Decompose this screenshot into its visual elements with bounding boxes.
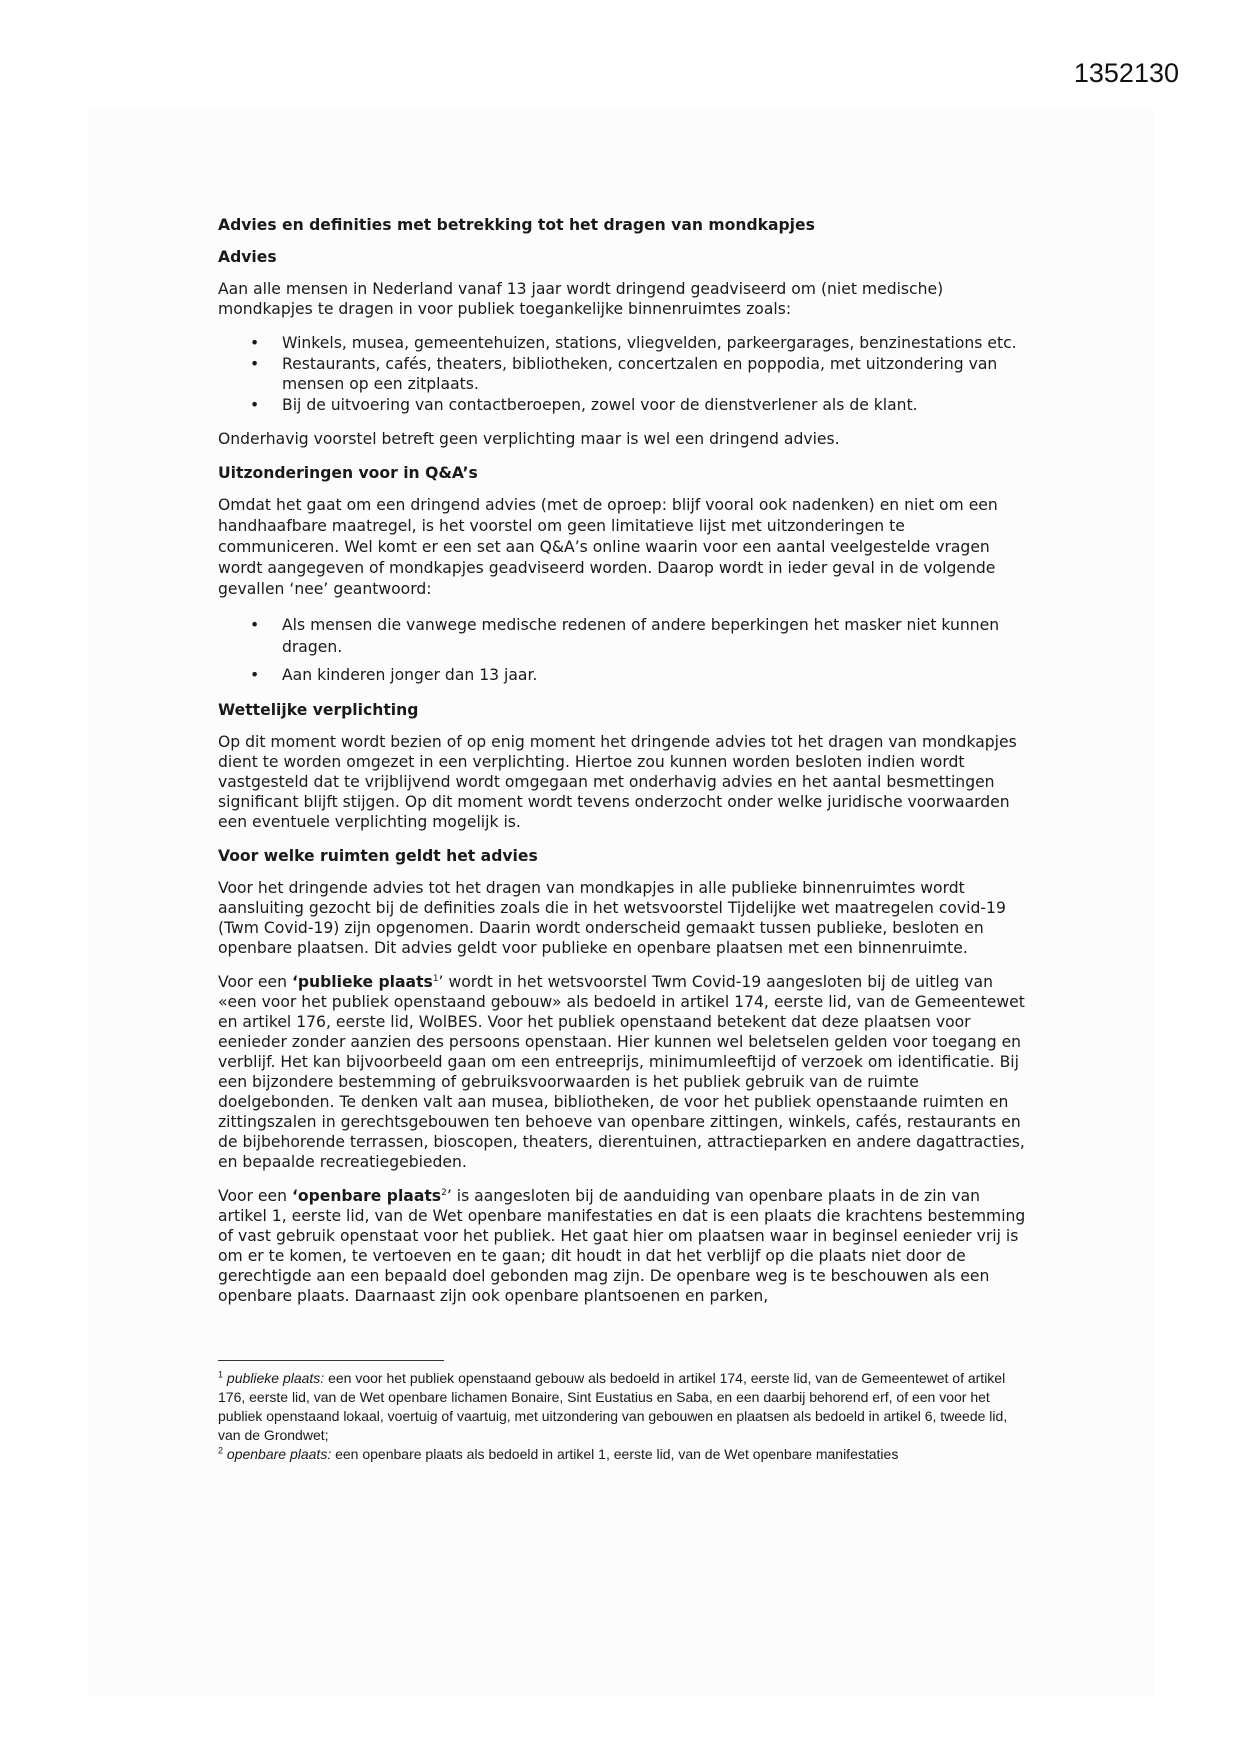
list-item-text: Bij de uitvoering van contactberoepen, zowel voor de dienstverlener als de klant. [282, 396, 918, 414]
footnote-number: 2 [218, 1445, 224, 1456]
bullet-icon: • [250, 355, 260, 373]
list-item [250, 614, 1028, 658]
list-item [250, 354, 1028, 394]
defined-term: ‘openbare plaats [291, 1187, 442, 1205]
bullet-icon: • [250, 334, 260, 352]
paragraph-text: ’ wordt in het wetsvoorstel Twm Covid-19 aangesloten bij de uitleg van «een voor het publiek openstaand gebouw» als bedoeld in artikel 174, eerste lid, van de Gemeentewet en artikel 176, eerste lid, WolBES. Voor het publiek openstaand betekent dat deze plaatsen voor eenieder zonder aanzien des persoons openstaan. Hier kunnen wel beletselen gelden voor toegang en verblijf. Het kan bijvoorbeeld gaan om een entreeprijs, minimumleeftijd of verzoek om identificatie. Bij een bijzondere bestemming of gebruiksvoorwaarden is het publiek gebruik van de ruimte doelgebonden. Te denken valt aan musea, bibliotheken, de voor het publiek openstaande ruimten en zittingszalen in gerechtsgebouwen ten behoeve van openbare zittingen, winkels, cafés, restaurants en de bijbehorende terrassen, bioscopen, theaters, dierentuinen, attractieparken en andere dagattracties, en bepaalde recreatiegebieden. [218, 973, 1025, 1171]
document-id: 1352130 [1073, 58, 1179, 88]
paragraph-text: Voor een [218, 973, 292, 991]
list-item [250, 664, 1028, 686]
verplichting-text: Op dit moment wordt bezien of op enig moment het dringende advies tot het dragen van mondkapjes dient te worden omgezet in een verplichting. Hiertoe zou kunnen worden besloten indien wordt vastgesteld dat te vrijblijvend wordt omgegaan met onderhavig advies en het aantal besmettingen significant blijft stijgen. Op dit moment wordt tevens onderzocht onder welke juridische voorwaarden een eventuele verplichting mogelijk is. [218, 733, 1017, 831]
advies-closing: Onderhavig voorstel betreft geen verplichting maar is wel een dringend advies. [218, 430, 840, 448]
footnote-ref: 1 [432, 973, 439, 984]
ruimten-paragraph-2 [218, 972, 1028, 1172]
footnote [218, 1369, 1018, 1445]
footnote-ref: 2 [441, 1187, 447, 1198]
bullet-icon: • [250, 666, 260, 684]
advies-list [218, 333, 1028, 415]
paragraph-text: ’ is aangesloten bij de aanduiding van openbare plaats in de zin van artikel 1, eerste lid, van de Wet openbare manifestaties en dat is een plaats die krachtens bestemming of vast gebruik openstaat voor het publiek. Het gaat hier om plaatsen waar in beginsel eenieder vrij is om er te komen, te vertoeven en te gaan; dit houdt in dat het verblijf op die plaats niet door de gerechtigde aan een bepaald doel gebonden mag zijn. De openbare weg is te beschouwen als een openbare plaats. Daarnaast zijn ook openbare plantsoenen en parken, [218, 1187, 1026, 1305]
bullet-icon: • [250, 396, 260, 414]
list-item-text: Aan kinderen jonger dan 13 jaar. [282, 666, 538, 684]
uitzonderingen-text: Omdat het gaat om een dringend advies (met de oproep: blijf vooral ook nadenken) en niet om een handhaafbare maatregel, is het voorstel om geen limitatieve lijst met uitzonderingen te communiceren. Wel komt er een set aan Q&A’s online waarin voor een aantal veelgestelde vragen wordt aangegeven of mondkapjes geadviseerd worden. Daarop wordt in ieder geval in de volgende gevallen ‘nee’ geantwoord: [218, 496, 998, 598]
list-item-text: Als mensen die vanwege medische redenen of andere beperkingen het masker niet kunnen dragen. [282, 616, 1000, 656]
footnotes [218, 1369, 1018, 1464]
list-item-text: Winkels, musea, gemeentehuizen, stations, vliegvelden, parkeergarages, benzinestations etc. [282, 334, 1017, 352]
document-title: Advies en definities met betrekking tot het dragen van mondkapjes [218, 216, 815, 234]
footnote-text: een voor het publiek openstaand gebouw als bedoeld in artikel 174, eerste lid, van de Gemeentewet of artikel 176, eerste lid, van de Wet openbare lichamen Bonaire, Sint Eustatius en Saba, en een daarbij behorend erf, of een voor het publiek openstaand lokaal, voertuig of vaartuig, met uitzondering van gebouwen en plaatsen als bedoeld in artikel 6, tweede lid, van de Grondwet; [218, 1370, 1008, 1443]
footnote-term: publieke plaats: [226, 1370, 325, 1386]
footnote-divider [218, 1360, 444, 1361]
section-heading-ruimten: Voor welke ruimten geldt het advies [218, 847, 538, 865]
ruimten-paragraph-1: Voor het dringende advies tot het dragen van mondkapjes in alle publieke binnenruimtes wordt aansluiting gezocht bij de definities zoals die in het wetsvoorstel Tijdelijke wet maatregelen covid-19 (Twm Covid-19) zijn opgenomen. Daarin wordt onderscheid gemaakt tussen publieke, besloten en openbare plaatsen. Dit advies geldt voor publieke en openbare plaatsen met een binnenruimte. [218, 879, 1006, 957]
list-item [250, 333, 1028, 353]
section-heading-advies: Advies [218, 248, 277, 266]
advies-intro: Aan alle mensen in Nederland vanaf 13 jaar wordt dringend geadviseerd om (niet medische) mondkapjes te dragen in voor publiek toegankelijke binnenruimtes zoals: [218, 280, 944, 318]
footnote-text: een openbare plaats als bedoeld in artikel 1, eerste lid, van de Wet openbare manifestaties [331, 1446, 899, 1462]
paragraph-text: Voor een [218, 1187, 292, 1205]
document-body [218, 215, 1028, 1320]
defined-term: ‘publieke plaats [291, 973, 433, 991]
list-item-text: Restaurants, cafés, theaters, bibliotheken, concertzalen en poppodia, met uitzondering van mensen op een zitplaats. [282, 355, 998, 393]
section-heading-uitzonderingen: Uitzonderingen voor in Q&A’s [218, 464, 478, 482]
ruimten-paragraph-3 [218, 1186, 1028, 1306]
bullet-icon: • [250, 616, 260, 634]
section-heading-verplichting: Wettelijke verplichting [218, 701, 419, 719]
uitzonderingen-list [218, 614, 1028, 686]
list-item [250, 395, 1028, 415]
footnote-number: 1 [218, 1369, 224, 1380]
footnote [218, 1445, 1018, 1464]
footnote-term: openbare plaats: [226, 1446, 332, 1462]
